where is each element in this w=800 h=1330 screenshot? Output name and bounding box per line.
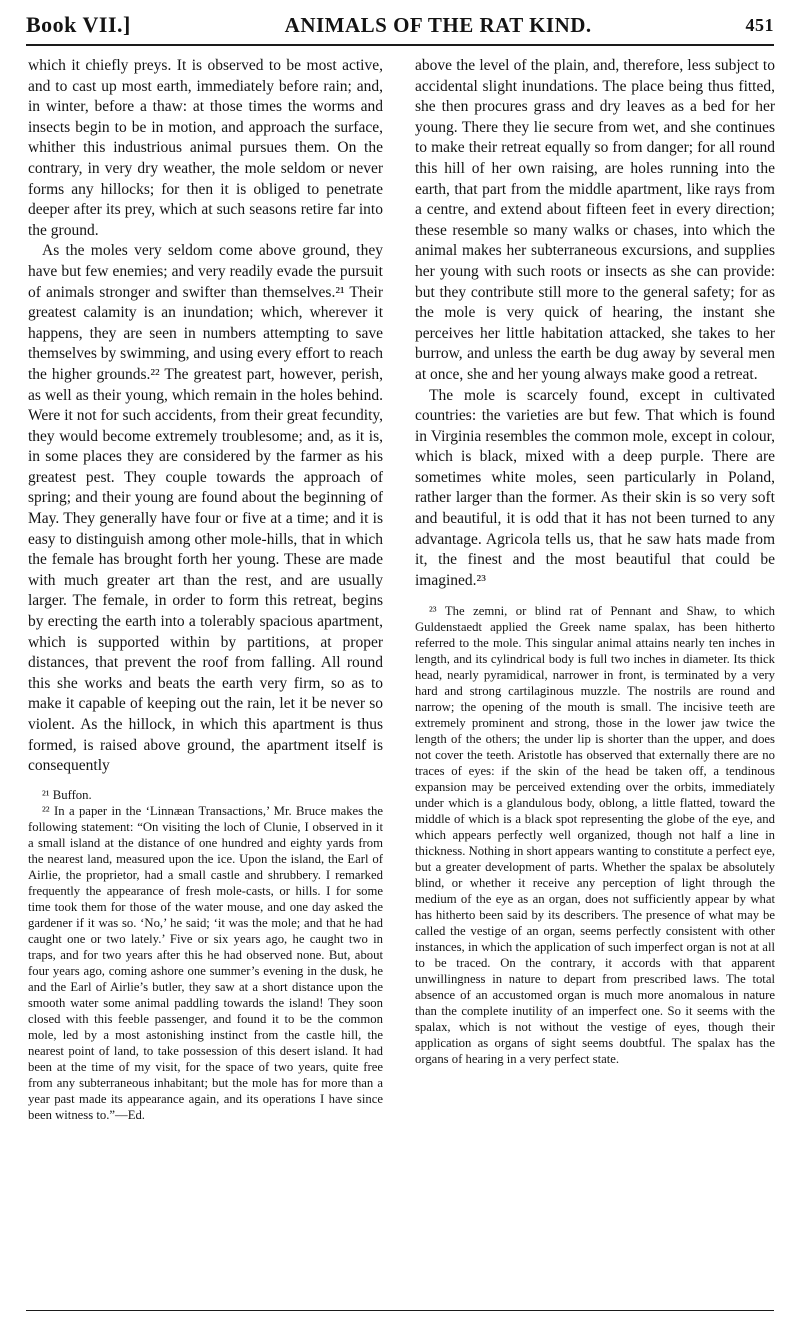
book-label: Book VII.] bbox=[26, 12, 131, 37]
footnote-21: ²¹ Buffon. bbox=[42, 787, 92, 802]
page-number: 451 bbox=[745, 15, 774, 35]
header-rule bbox=[26, 44, 774, 46]
body-paragraph: As the moles very seldom come above ground, they have but few enemies; and very readily evade the pursuit of animals stronger and swifter than themselves.²¹ Their greatest calamity is an inundation; which, wherever it happens, they are seen in numbers attempting to save themselves by swimming, and using every effort to reach the higher grounds.²² The greatest part, however, perish, as well as their young, which remain in the holes behind. Were it not for such accidents, from their great fecundity, they would become extremely troublesome; and, as it is, in some places they are considered by the farmer as his greatest pest. They couple towards the approach of spring; and their young are found about the beginning of May. They generally have four or five at a time; and it is easy to distinguish among other mole-hills, that in which the female has brought forth her young. These are made with much greater art than the rest, and are usually larger. The female, in order to form this retreat, begins by erecting the earth into a tolerably spacious apartment, which is supported within by partitions, at proper distances, that prevent the roof from falling. All round this she works and beats the earth very firm, so as to make it capable of keeping out the rain, let it be never so violent. As the hillock, in which this apartment is thus formed, is raised above ground, the apartment itself is consequently bbox=[28, 242, 383, 775]
body-paragraph: above the level of the plain, and, therefore, less subject to accidental slight inundations. The place being thus fitted, she then procures grass and dry leaves as a bed for her young. There they lie secure from wet, and she continues to make their retreat equally so from danger; for all round this hill of her own raising, are holes running into the earth, that part from the middle apartment, like rays from a centre, and extend about fifteen feet in every direction; these resemble so many walks or chases, into which the animal makes her subterraneous excursions, and supplies her young with such roots or insects as she can provide: but they contribute still more to the general safety; for as the mole is very quick of hearing, the instant she perceives her little habitation attacked, she takes to her burrow, and unless the earth be dug away by several men at once, she and her young always make good a retreat. bbox=[415, 57, 775, 383]
footnote-23: ²³ The zemni, or blind rat of Pennant and Shaw, to which Guldenstaedt applied the Greek name spalax, has been hitherto referred to the mole. This singular animal attains nearly ten inches in length, and its cylindrical body is full two inches in diameter. Its thick head, nearly pyramidical, narrower in front, is terminated by a very hard and strong cartilaginous muzzle. The nostrils are round and narrow; the opening of the mouth is small. The incisive teeth are extremely prominent and strong, those in the lower jaw twice the length of the others; the under lip is shorter than the upper, and does not cover the teeth. Aristotle has observed that externally there are no traces of eyes: if the skin of the head be taken off, a tendinous expansion may be perceived extending over the orbits, immediately under which is a glandulous body, oblong, a little flatted, toward the middle of which is a black spot representing the globe of the eye, and which appears perfectly well organized, though not half a line in thickness. Nothing in short appears wanting to constitute a perfect eye, but a greater development of parts. Whether the spalax be absolutely blind, or whether it receive any perception of light through the medium of the eye as an organ, does not sufficiently appear by what has hitherto been said by its describers. The presence of what may be called the vestige of an organ, seems perfectly consistent with other instances, in which the application of such imperfect organ is not at all to be traced. On the contrary, it accords with that apparent unwillingness in nature to depart from prescribed laws. The total absence of an accustomed organ is much more anomalous in nature than the complete inutility of an imperfect one. So it seems with the spalax, which is not without the vestige of eyes, though their application as organs of sight seems doubtful. The spalax has the organs of hearing in a very perfect state. bbox=[415, 604, 775, 1067]
footnotes-right bbox=[415, 603, 775, 1067]
right-column bbox=[415, 56, 775, 1067]
body-paragraph: The mole is scarcely found, except in cultivated countries: the varieties are but few. That which is found in Virginia resembles the common mole, except in colour, which is black, mixed with a deep purple. There are sometimes white moles, seen particularly in Poland, rather larger than the former. As their skin is so very soft and beautiful, it is odd that it has not been turned to any advantage. Agricola tells us, that he saw hats made from it, the finest and the most beautiful that could be imagined.²³ bbox=[415, 386, 775, 589]
footer-rule bbox=[26, 1310, 774, 1311]
left-column bbox=[28, 56, 383, 1123]
running-title: ANIMALS OF THE RAT KIND. bbox=[284, 13, 592, 37]
footnote-22: ²² In a paper in the ‘Linnæan Transactions,’ Mr. Bruce makes the following statement: “On visiting the loch of Clunie, I observed in it a small island at the distance of one hundred and eighty yards from the nearest land, measured upon the ice. Upon the island, the Earl of Airlie, the proprietor, had a small castle and shrubbery. I remarked frequently the appearance of fresh mole-casts, or hills. I for some time took them for those of the water mouse, and one day asked the gardener if it was so. ‘No,’ he said; ‘it was the mole; and that he had caught one or two lately.’ Five or six years ago, he caught two in traps, and for two years after this he had observed none. But, about four years ago, coming ashore one summer’s evening in the dusk, he and the Earl of Airlie’s butler, they saw at a short distance upon the smooth water some animal paddling towards the island! They soon closed with this feeble passenger, and found it to be the common mole, led by a most astonishing instinct from the castle hill, the nearest point of land, to take possession of this desert island. It had been at the time of my visit, for the space of two years, quite free from any subterraneous inhabitant; but the mole has for more than a year past made its appearance again, and its operations I have since been witness to.”—Ed. bbox=[28, 803, 383, 1122]
body-paragraph: which it chiefly preys. It is observed to be most active, and to cast up most earth, immediately before rain; and, in winter, before a thaw: at those times the worms and insects begin to be in motion, and approach the surface, whither this industrious animal pursues them. On the contrary, in very dry weather, the mole seldom or never forms any hillocks; for then it is obliged to penetrate deeper after its prey, which at such seasons retire far into the ground. bbox=[28, 57, 383, 239]
running-header bbox=[26, 8, 774, 38]
footnotes-left bbox=[28, 787, 383, 1123]
